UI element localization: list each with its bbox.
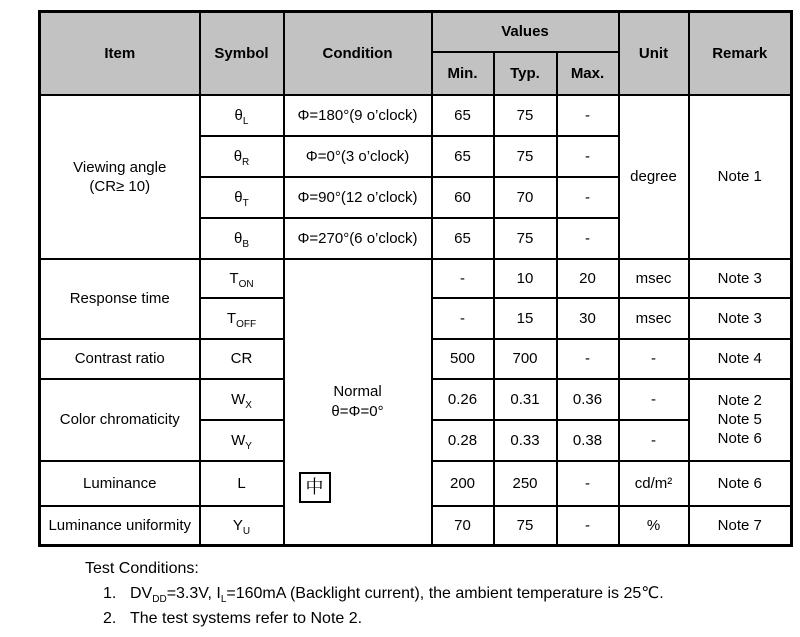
unit-t-off: msec: [619, 298, 689, 339]
center-measurement-symbol: 中: [299, 472, 331, 503]
test-condition-item-2-text: The test systems refer to Note 2.: [130, 610, 363, 627]
max-t-off: 30: [557, 298, 619, 339]
min-theta-r: 65: [432, 136, 494, 177]
table-row-t-on: [40, 259, 792, 298]
remark-t-off: Note 3: [689, 298, 792, 339]
unit-wy: -: [619, 420, 689, 461]
symbol-cr: CR: [200, 339, 284, 379]
max-theta-l: -: [557, 95, 619, 136]
min-cr: 500: [432, 339, 494, 379]
col-header-symbol: Symbol: [200, 12, 284, 95]
symbol-base: W: [231, 390, 246, 408]
item-luminance: Luminance: [40, 461, 200, 506]
symbol-t-on: [200, 259, 284, 298]
symbol-base: T: [226, 309, 237, 327]
unit-cr: -: [619, 339, 689, 379]
condition-normal: [284, 259, 432, 546]
condition-normal-line1: Normal: [333, 382, 382, 400]
symbol-sub: ON: [238, 278, 254, 290]
max-t-on: 20: [557, 259, 619, 298]
min-l: 200: [432, 461, 494, 506]
text-sub: L: [220, 594, 227, 606]
unit-wx: -: [619, 379, 689, 420]
symbol-sub: Y: [245, 440, 252, 452]
symbol-sub: OFF: [236, 318, 257, 330]
remark-line: Note 2: [717, 392, 762, 409]
symbol-sub: T: [242, 197, 249, 209]
header-row-1: [40, 12, 792, 52]
typ-yu: 75: [494, 506, 557, 546]
condition-theta-l: Φ=180°(9 o’clock): [284, 95, 432, 136]
symbol-base: W: [231, 431, 246, 449]
remark-color-chromaticity: [689, 379, 792, 461]
symbol-sub: L: [242, 115, 249, 127]
symbol-theta-t: [200, 177, 284, 218]
symbol-yu: [200, 506, 284, 546]
test-condition-item-1: [85, 581, 664, 606]
optical-spec-table: [38, 10, 793, 547]
min-theta-l: 65: [432, 95, 494, 136]
max-yu: -: [557, 506, 619, 546]
condition-normal-line2: θ=Φ=0°: [331, 402, 384, 420]
typ-t-on: 10: [494, 259, 557, 298]
item-luminance-uniformity: Luminance uniformity: [40, 506, 200, 546]
table-row-theta-l: [40, 95, 792, 136]
min-t-off: -: [432, 298, 494, 339]
remark-line: Note 6: [717, 430, 762, 447]
col-header-values: Values: [432, 12, 619, 52]
symbol-base: θ: [234, 106, 243, 124]
unit-t-on: msec: [619, 259, 689, 298]
test-conditions-section: [85, 556, 664, 631]
condition-theta-t: Φ=90°(12 o’clock): [284, 177, 432, 218]
test-condition-item-2: [85, 606, 664, 631]
min-wy: 0.28: [432, 420, 494, 461]
symbol-theta-b: [200, 218, 284, 259]
test-condition-item-1-text: [130, 585, 664, 606]
condition-theta-r: Φ=0°(3 o’clock): [284, 136, 432, 177]
condition-theta-b: Φ=270°(6 o’clock): [284, 218, 432, 259]
min-theta-t: 60: [432, 177, 494, 218]
typ-theta-r: 75: [494, 136, 557, 177]
item-response-time: Response time: [40, 259, 200, 339]
symbol-sub: R: [242, 156, 250, 168]
max-wy: 0.38: [557, 420, 619, 461]
remark-yu: Note 7: [689, 506, 792, 546]
symbol-t-off: [200, 298, 284, 339]
col-header-min: Min.: [432, 52, 494, 95]
symbol-base: θ: [233, 229, 243, 247]
remark-l: Note 6: [689, 461, 792, 506]
unit-l: cd/m²: [619, 461, 689, 506]
min-wx: 0.26: [432, 379, 494, 420]
item-color-chromaticity: Color chromaticity: [40, 379, 200, 461]
symbol-l: L: [200, 461, 284, 506]
remark-t-on: Note 3: [689, 259, 792, 298]
typ-cr: 700: [494, 339, 557, 379]
max-wx: 0.36: [557, 379, 619, 420]
min-t-on: -: [432, 259, 494, 298]
max-theta-b: -: [557, 218, 619, 259]
test-conditions-title: Test Conditions:: [85, 560, 199, 577]
typ-wy: 0.33: [494, 420, 557, 461]
remark-cr: Note 4: [689, 339, 792, 379]
symbol-base: θ: [234, 188, 243, 206]
col-header-max: Max.: [557, 52, 619, 95]
typ-t-off: 15: [494, 298, 557, 339]
unit-yu: %: [619, 506, 689, 546]
unit-viewing-angle: degree: [619, 95, 689, 259]
symbol-theta-r: [200, 136, 284, 177]
max-theta-r: -: [557, 136, 619, 177]
item-viewing-angle-line2: (CR≥ 10): [89, 177, 151, 195]
col-header-remark: Remark: [689, 12, 792, 95]
text-part: DV: [130, 585, 153, 602]
max-theta-t: -: [557, 177, 619, 218]
typ-theta-l: 75: [494, 95, 557, 136]
typ-wx: 0.31: [494, 379, 557, 420]
text-sub: DD: [152, 594, 167, 606]
col-header-typ: Typ.: [494, 52, 557, 95]
col-header-condition: Condition: [284, 12, 432, 95]
symbol-theta-l: [200, 95, 284, 136]
text-part: =3.3V, I: [166, 585, 221, 602]
symbol-sub: B: [242, 238, 249, 250]
symbol-base: θ: [233, 147, 243, 165]
typ-l: 250: [494, 461, 557, 506]
remark-viewing-angle: Note 1: [689, 95, 792, 259]
test-condition-item-1-number: 1.: [103, 585, 117, 602]
typ-theta-b: 75: [494, 218, 557, 259]
text-part: =160mA (Backlight current), the ambient temperature is 25℃.: [226, 585, 664, 602]
item-contrast-ratio: Contrast ratio: [40, 339, 200, 379]
symbol-base: T: [229, 269, 239, 287]
col-header-unit: Unit: [619, 12, 689, 95]
item-viewing-angle-line1: Viewing angle: [73, 158, 167, 176]
symbol-wy: [200, 420, 284, 461]
symbol-sub: X: [245, 399, 252, 411]
col-header-item: Item: [40, 12, 200, 95]
remark-line: Note 5: [717, 411, 762, 428]
typ-theta-t: 70: [494, 177, 557, 218]
symbol-sub: U: [242, 525, 251, 537]
test-condition-item-2-number: 2.: [103, 610, 117, 627]
symbol-base: Y: [232, 516, 243, 534]
min-theta-b: 65: [432, 218, 494, 259]
min-yu: 70: [432, 506, 494, 546]
item-viewing-angle: [40, 95, 200, 259]
max-l: -: [557, 461, 619, 506]
symbol-wx: [200, 379, 284, 420]
max-cr: -: [557, 339, 619, 379]
